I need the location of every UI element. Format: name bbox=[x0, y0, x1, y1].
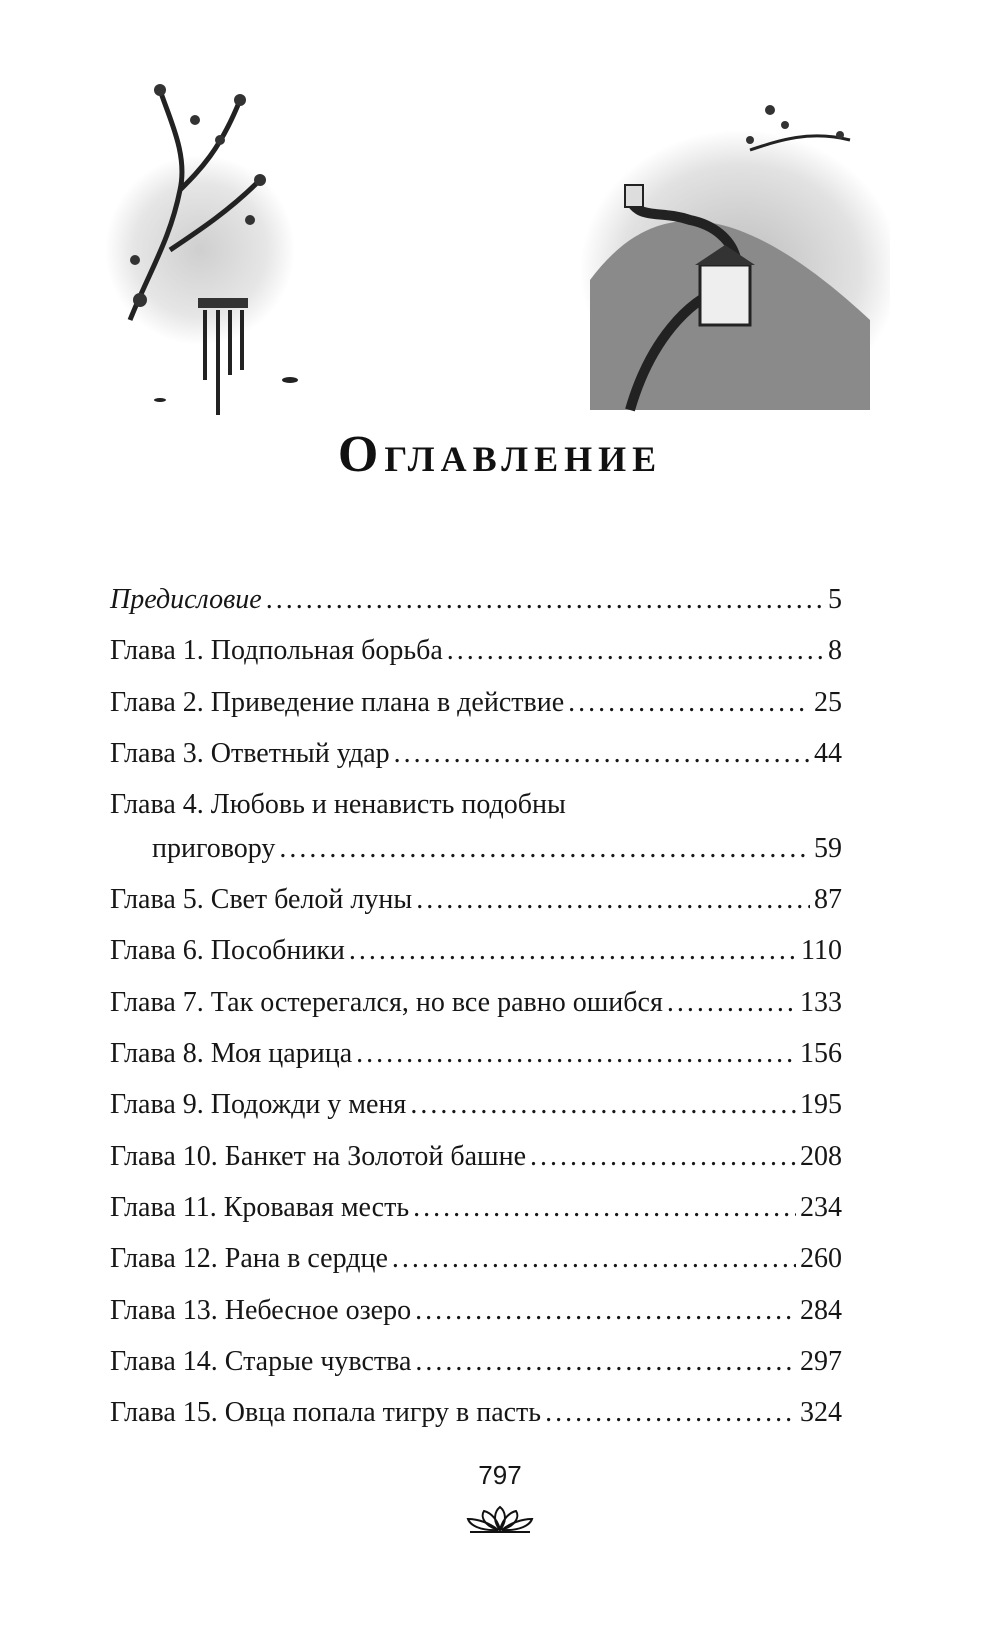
toc-entry-page: 195 bbox=[800, 1089, 842, 1121]
page-title: Оглавление bbox=[337, 426, 663, 483]
great-wall-illustration bbox=[570, 80, 890, 420]
toc-entry-title: Глава 9. Подожди у меня bbox=[110, 1089, 407, 1121]
table-of-contents bbox=[110, 578, 842, 1442]
toc-entry[interactable] bbox=[110, 981, 842, 1032]
dot-leader bbox=[530, 1135, 796, 1179]
toc-entry[interactable] bbox=[110, 681, 842, 732]
toc-entry-title: Глава 14. Старые чувства bbox=[110, 1345, 412, 1377]
toc-entry[interactable] bbox=[110, 1237, 842, 1288]
plum-blossom-wind-chime-illustration bbox=[100, 60, 300, 430]
toc-entry-page: 297 bbox=[800, 1345, 842, 1377]
toc-entry-page: 44 bbox=[814, 737, 842, 769]
dot-leader bbox=[545, 1391, 796, 1435]
toc-entry-title: Глава 15. Овца попала тигру в пасть bbox=[110, 1397, 542, 1429]
dot-leader bbox=[349, 929, 797, 973]
toc-entry-page: 8 bbox=[828, 635, 842, 667]
dot-leader bbox=[415, 1289, 796, 1333]
toc-entry[interactable] bbox=[110, 1083, 842, 1134]
dot-leader bbox=[447, 629, 824, 673]
toc-entry-title: Глава 2. Приведение плана в действие bbox=[110, 686, 565, 718]
toc-entry[interactable] bbox=[110, 929, 842, 980]
toc-entry[interactable] bbox=[110, 878, 842, 929]
toc-entry-title: Глава 5. Свет белой луны bbox=[110, 884, 413, 916]
toc-entry-page: 324 bbox=[800, 1397, 842, 1429]
toc-entry-page: 59 bbox=[814, 833, 842, 865]
dot-leader bbox=[416, 878, 810, 922]
dot-leader bbox=[667, 981, 796, 1025]
toc-entry-page: 87 bbox=[814, 884, 842, 916]
dot-leader bbox=[568, 681, 810, 725]
lotus-icon bbox=[440, 1505, 560, 1535]
toc-entry-title: Глава 11. Кровавая месть bbox=[110, 1191, 410, 1223]
dot-leader bbox=[266, 578, 824, 622]
toc-entry-title: Глава 13. Небесное озеро bbox=[110, 1294, 412, 1326]
toc-entry-page: 110 bbox=[801, 935, 842, 967]
toc-entry-page: 25 bbox=[814, 686, 842, 718]
toc-entry-page: 260 bbox=[800, 1243, 842, 1275]
toc-entry[interactable] bbox=[110, 1289, 842, 1340]
toc-entry[interactable] bbox=[110, 629, 842, 680]
dot-leader bbox=[279, 827, 810, 871]
toc-entry-page: 133 bbox=[800, 986, 842, 1018]
toc-entry-title: Глава 7. Так остерегался, но все равно ошибся bbox=[110, 986, 663, 1018]
toc-entry-title: Глава 6. Пособники bbox=[110, 935, 345, 967]
page-number: 797 bbox=[478, 1460, 522, 1490]
toc-entry[interactable] bbox=[110, 1391, 842, 1442]
dot-leader bbox=[394, 732, 810, 776]
dot-leader bbox=[410, 1083, 796, 1127]
toc-entry[interactable] bbox=[110, 1186, 842, 1237]
toc-entry-page: 208 bbox=[800, 1140, 842, 1172]
toc-entry-title: Глава 1. Подпольная борьба bbox=[110, 635, 443, 667]
toc-entry[interactable] bbox=[110, 1340, 842, 1391]
toc-entry[interactable] bbox=[110, 732, 842, 783]
toc-entry[interactable] bbox=[110, 578, 842, 629]
toc-entry-page: 284 bbox=[800, 1294, 842, 1326]
toc-entry-title: Глава 12. Рана в сердце bbox=[110, 1243, 388, 1275]
toc-entry-title: Глава 4. Любовь и ненависть подобны bbox=[110, 789, 566, 821]
toc-entry[interactable] bbox=[110, 1032, 842, 1083]
toc-entry-title: Глава 3. Ответный удар bbox=[110, 737, 390, 769]
dot-leader bbox=[413, 1186, 796, 1230]
dot-leader bbox=[356, 1032, 796, 1076]
toc-entry-title: Глава 8. Моя царица bbox=[110, 1038, 353, 1070]
dot-leader bbox=[415, 1340, 796, 1384]
dot-leader bbox=[392, 1237, 796, 1281]
toc-entry[interactable] bbox=[110, 783, 842, 878]
toc-entry-page: 5 bbox=[828, 584, 842, 615]
toc-entry-title: Глава 10. Банкет на Золотой башне bbox=[110, 1140, 526, 1172]
toc-entry-page: 156 bbox=[800, 1038, 842, 1070]
toc-entry-title: Предисловие bbox=[110, 584, 262, 615]
toc-entry-page: 234 bbox=[800, 1191, 842, 1223]
toc-entry[interactable] bbox=[110, 1135, 842, 1186]
toc-entry-title-continued: приговору bbox=[152, 833, 276, 865]
